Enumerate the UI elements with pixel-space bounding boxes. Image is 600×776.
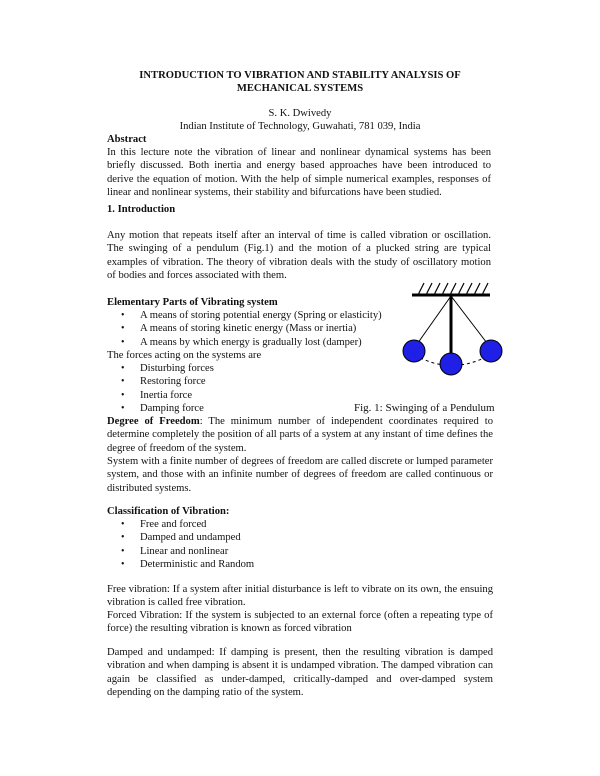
list-item: • Damped and undamped <box>107 531 357 544</box>
section-introduction-heading: 1. Introduction <box>107 204 176 215</box>
figure-caption: Fig. 1: Swinging of a Pendulum <box>354 402 495 414</box>
free-vibration-text: Free vibration: If a system after initial disturbance is left to vibrate on its own, the ensuing vibration is called free vibration. <box>107 584 493 609</box>
pendulum-bob-left <box>403 340 425 362</box>
affiliation: Indian Institute of Technology, Guwahati, 781 039, India <box>179 121 421 132</box>
pendulum-bob-right <box>480 340 502 362</box>
abstract-heading: Abstract <box>107 134 147 145</box>
list-item: • A means of storing kinetic energy (Mass or inertia) <box>107 322 407 335</box>
paper-title-line2: MECHANICAL SYSTEMS <box>236 83 364 94</box>
pendulum-string-left <box>415 296 451 347</box>
elementary-parts-heading: Elementary Parts of Vibrating system <box>107 297 278 308</box>
ceiling-support <box>412 283 490 295</box>
list-item: • A means by which energy is gradually lost (damper) <box>107 336 407 349</box>
list-item: • Damping force <box>107 402 307 415</box>
list-item: • Disturbing forces <box>107 362 307 375</box>
pendulum-string-right <box>451 296 490 347</box>
dof-paragraph <box>107 415 493 455</box>
dof-term: Degree of Freedom <box>107 416 200 427</box>
pendulum-figure <box>395 280 510 380</box>
classification-heading: Classification of Vibration: <box>107 506 230 517</box>
discrete-systems-text: System with a finite number of degrees of freedom are called discrete or lumped parameter system, and those with an infinite number of degrees of freedom are called continuous or distributed systems. <box>107 456 493 494</box>
pendulum-bob-center <box>440 353 462 375</box>
abstract-text: In this lecture note the vibration of linear and nonlinear dynamical systems has been briefly discussed. Both inertia and energy based approaches have been introduced to derive the equation of motion. With the help of simple numerical examples, responses of linear and nonlinear systems, their stability and bifurcations have been studied. <box>107 147 491 198</box>
forces-list <box>107 362 307 415</box>
elementary-parts-list <box>107 309 407 349</box>
list-item: • A means of storing potential energy (Spring or elasticity) <box>107 309 407 322</box>
paper-title-line1: INTRODUCTION TO VIBRATION AND STABILITY ANALYSIS OF <box>139 70 461 81</box>
list-item: • Linear and nonlinear <box>107 545 357 558</box>
list-item: • Deterministic and Random <box>107 558 357 571</box>
author: S. K. Dwivedy <box>268 108 332 119</box>
forces-intro: The forces acting on the systems are <box>107 350 262 361</box>
classification-list <box>107 518 357 571</box>
list-item: • Inertia force <box>107 389 307 402</box>
forced-vibration-text: Forced Vibration: If the system is subjected to an external force (often a repeating type of force) the resulting vibration is known as forced vibration <box>107 610 493 635</box>
dof-text: : The minimum number of independent coordinates required to determine completely the position of all parts of a system at any instant of time defines the degree of freedom of the system. <box>107 416 493 454</box>
list-item: • Restoring force <box>107 375 307 388</box>
introduction-text: Any motion that repeats itself after an interval of time is called vibration or oscillation. The swinging of a pendulum (Fig.1) and the motion of a plucked string are typical examples of vibration. The theory of vibration deals with the study of oscillatory motion of bodies and forces associated with them. <box>107 230 491 281</box>
list-item: • Free and forced <box>107 518 357 531</box>
damped-undamped-text: Damped and undamped: If damping is present, then the resulting vibration is damped vibration and when damping is absent it is undamped vibration. The damped vibration can again be classified as under-damped, critically-damped and over-damped system depending on the damping ratio of the system. <box>107 647 493 698</box>
